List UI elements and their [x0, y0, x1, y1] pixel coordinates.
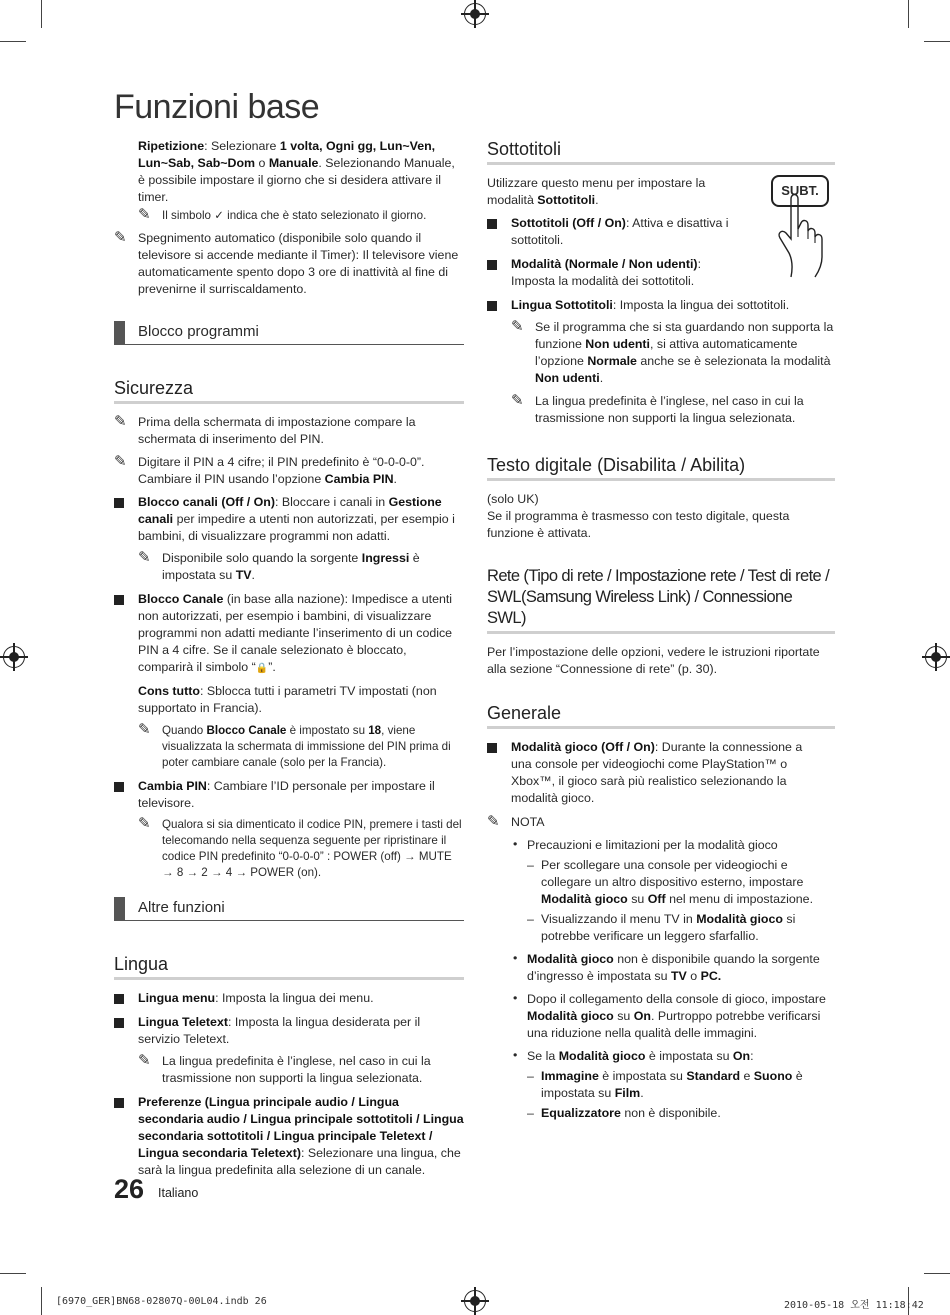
modalita-gioco-item: Modalità gioco (Off / On): Durante la connessione a una console per videogiochi come PlayStation™ o Xbox™, il gioco sarà più realistico selezionando la modalità gioco. [487, 739, 835, 807]
registration-mark-icon [925, 646, 947, 668]
sottotitoli-onoff-item: Sottotitoli (Off / On): Attiva e disattiva i sottotitoli. [487, 215, 835, 249]
blocco-programmi-heading: Blocco programmi [114, 322, 464, 345]
pencil-note-icon: ✎ [487, 813, 500, 830]
crop-mark [924, 41, 950, 42]
check-icon: ✓ [214, 209, 224, 222]
lingua-sottotitoli-note-1: ✎ Se il programma che si sta guardando non supporta la funzione Non udenti, si attiva automaticamente l’opzione Normale anche se è selezionata la modalità Non udenti. [511, 318, 834, 385]
left-column [114, 138, 464, 1186]
sottotitoli-intro: Utilizzare questo menu per impostare la modalità Sottotitoli. [487, 176, 706, 207]
cons-tutto-note: ✎ Quando Blocco Canale è impostato su 18, viene visualizzata la schermata di immissione del PIN prima di poter cambiare canale (solo per la Francia). [138, 721, 451, 769]
crop-mark [908, 0, 909, 28]
crop-mark [41, 0, 42, 28]
testo-digitale-p1: (solo UK) [487, 492, 539, 506]
rete-heading: Rete (Tipo di rete / Impostazione rete / Test di rete / SWL(Samsung Wireless Link) / Connessione SWL) [487, 566, 835, 634]
cambia-pin-note: ✎ Qualora si sia dimenticato il codice PIN, premere i tasti del telecomando nella sequenza seguente per ripristinare il codice PIN predefinito “0-0-0-0” : POWER (off) → MUTE → 8 → 2 → 4 → POWER (on). [138, 815, 462, 879]
pencil-note-icon: ✎ [511, 392, 524, 409]
lingua-teletext-item: Lingua Teletext: Imposta la lingua desiderata per il servizio Teletext. ✎ La lingua predefinita è l’inglese, nel caso in cui la trasmissione non supporti la lingua selezionata. [114, 1014, 464, 1087]
pencil-note-icon: ✎ [138, 549, 151, 566]
rete-text: Per l’impostazione delle opzioni, vedere le istruzioni riportate alla sezione “Connessione di rete” (p. 30). [487, 645, 820, 676]
registration-mark-icon [464, 1290, 486, 1312]
preferenze-item: Preferenze (Lingua principale audio / Lingua secondaria audio / Lingua principale sottotitoli / Lingua secondaria sottotitoli / Lingua principale Teletext / Lingua secondaria Teletext): Selezionare una lingua, che sarà la lingua predefinita alla selezione di un canale. [114, 1094, 464, 1179]
page-language: Italiano [158, 1186, 199, 1200]
subt-button: SUBT. [771, 175, 829, 207]
altre-funzioni-heading: Altre funzioni [114, 898, 464, 921]
lock-icon: 🔒 [255, 663, 269, 674]
nota-dash-item: – Per scollegare una console per videogiochi e collegare un altro dispositivo esterno, impostare Modalità gioco su Off nel menu di impostazione. [527, 857, 835, 908]
lingua-heading: Lingua [114, 953, 464, 980]
lingua-menu-item: Lingua menu: Imposta la lingua dei menu. [114, 990, 464, 1007]
ripetizione-note: ✎ Il simbolo ✓ indica che è stato selezionato il giorno. [138, 206, 427, 223]
nota-label: ✎ NOTA [487, 813, 545, 830]
modalita-item: Modalità (Normale / Non udenti): Imposta la modalità dei sottotitoli. [487, 256, 835, 290]
pencil-note-icon: ✎ [138, 815, 151, 832]
testo-digitale-p2: Se il programma è trasmesso con testo digitale, questa funzione è attivata. [487, 509, 790, 540]
sottotitoli-heading: Sottotitoli [487, 138, 835, 165]
testo-digitale-heading: Testo digitale (Disabilita / Abilita) [487, 454, 835, 481]
nota-dash-item: – Equalizzatore non è disponibile. [527, 1105, 835, 1122]
blocco-canale-item: Blocco Canale (in base alla nazione): Impedisce a utenti non autorizzati, per esempio i bambini, di visualizzare programmi non adatti mediante l’inserimento di un codice PIN a 4 cifre. Se il canale selezionato è bloccato, comparirà il simbolo “🔒”. Cons tutto: Sblocca tutti i parametri TV impostati (non supportato in Francia). ✎ Quando Blocco Canale è impostato su 18, viene visualizzata la schermata di immissione del PIN prima di poter cambiare canale (solo per la Francia). [114, 591, 464, 771]
lingua-teletext-note: ✎ La lingua predefinita è l’inglese, nel caso in cui la trasmissione non supporti la lingua selezionata. [138, 1052, 431, 1085]
page-title: Funzioni base [114, 88, 320, 126]
page-number: 26 [114, 1174, 145, 1204]
nota-bullet-3: • Dopo il collegamento della console di gioco, impostare Modalità gioco su On. Purtroppo potrebbe verificarsi una riduzione nella qualità delle immagini. [513, 991, 835, 1042]
nota-dash-item: – Visualizzando il menu TV in Modalità gioco si potrebbe verificare un leggero sfarfallio. [527, 911, 835, 945]
pencil-note-icon: ✎ [114, 453, 127, 470]
footer-file-info: [6970_GER]BN68-02807Q-00L04.indb 26 [56, 1296, 267, 1307]
lingua-sottotitoli-note-2: ✎ La lingua predefinita è l’inglese, nel caso in cui la trasmissione non supporti la lingua selezionata. [511, 392, 804, 425]
spegnimento-note: ✎ Spegnimento automatico (disponibile solo quando il televisore si accende mediante il Timer): Il televisore viene automaticamente spento dopo 3 ore di inattività al fine di prevenirne il surriscaldamento. [114, 229, 459, 296]
footer-timestamp: 2010-05-18 오전 11:18:42 [784, 1300, 924, 1311]
sicurezza-note-1: ✎ Prima della schermata di impostazione compare la schermata di inserimento del PIN. [114, 413, 416, 446]
pencil-note-icon: ✎ [114, 229, 127, 246]
pencil-note-icon: ✎ [138, 1052, 151, 1069]
nota-bullet-4: • Se la Modalità gioco è impostata su On: – Immagine è impostata su Standard e Suono è impostata su Film. – Equalizzatore non è disponibile. [513, 1048, 835, 1122]
registration-mark-icon [3, 646, 25, 668]
nota-bullet-1: • Precauzioni e limitazioni per la modalità gioco – Per scollegare una console per videogiochi e collegare un altro dispositivo esterno, impostare Modalità gioco su Off nel menu di impostazione. – Visualizzando il menu TV in Modalità gioco si potrebbe verificare un leggero sfarfallio. [513, 837, 835, 945]
registration-mark-icon [464, 3, 486, 25]
sicurezza-heading: Sicurezza [114, 377, 464, 404]
crop-mark [0, 1273, 26, 1274]
cambia-pin-item: Cambia PIN: Cambiare l’ID personale per impostare il televisore. ✎ Qualora si sia dimenticato il codice PIN, premere i tasti del telecomando nella sequenza seguente per ripristinare il codice PIN predefinito “0-0-0-0” : POWER (off) → MUTE → 8 → 2 → 4 → POWER (on). [114, 778, 464, 881]
nota-dash-item: – Immagine è impostata su Standard e Suono è impostata su Film. [527, 1068, 835, 1102]
sicurezza-note-2: ✎ Digitare il PIN a 4 cifre; il PIN predefinito è “0-0-0-0”. Cambiare il PIN usando l’opzione Cambia PIN. [114, 453, 425, 486]
pencil-note-icon: ✎ [138, 721, 151, 738]
nota-bullet-2: • Modalità gioco non è disponibile quando la sorgente d’ingresso è impostata su TV o PC. [513, 951, 835, 985]
blocco-canali-item: Blocco canali (Off / On): Bloccare i canali in Gestione canali per impedire a utenti non autorizzati, per esempio i bambini, di visualizzare programmi non adatti. ✎ Disponibile solo quando la sorgente Ingressi è impostata su TV. [114, 494, 464, 584]
ripetizione-paragraph: Ripetizione: Selezionare 1 volta, Ogni gg, Lun~Ven, Lun~Sab, Sab~Dom o Manuale. Selezionando Manuale, è possibile impostare il giorno che si desidera attivare il timer. [138, 139, 455, 204]
crop-mark [0, 41, 26, 42]
pencil-note-icon: ✎ [511, 318, 524, 335]
crop-mark [924, 1273, 950, 1274]
right-column [487, 138, 835, 1128]
lingua-sottotitoli-item: Lingua Sottotitoli: Imposta la lingua dei sottotitoli. ✎ Se il programma che si sta guardando non supporta la funzione Non udenti, si attiva automaticamente l’opzione Normale anche se è selezionata la modalità Non udenti. ✎ La lingua predefinita è l’inglese, nel caso in cui la trasmissione non supporti la lingua selezionata. [487, 297, 835, 427]
pencil-note-icon: ✎ [114, 413, 127, 430]
crop-mark [41, 1287, 42, 1315]
pencil-note-icon: ✎ [138, 206, 151, 223]
blocco-canali-note: ✎ Disponibile solo quando la sorgente Ingressi è impostata su TV. [138, 549, 420, 582]
cons-tutto-paragraph: Cons tutto: Sblocca tutti i parametri TV impostati (non supportato in Francia). [138, 684, 437, 715]
generale-heading: Generale [487, 702, 835, 729]
